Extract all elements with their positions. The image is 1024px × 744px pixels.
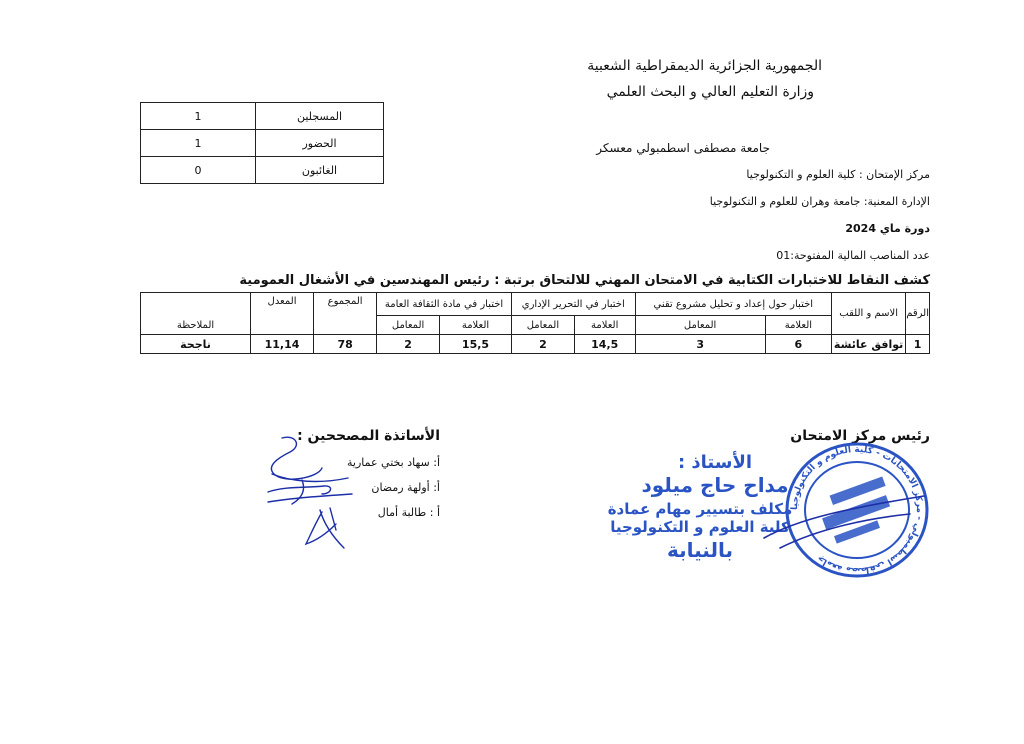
stamp-line-title: الأستاذ : bbox=[677, 452, 753, 473]
administration: الإدارة المعنية: جامعة وهران للعلوم و التكنولوجيا bbox=[709, 195, 930, 208]
stats-row-present bbox=[141, 130, 384, 157]
col-name-header: الاسم و اللقب bbox=[832, 293, 906, 335]
col-num-header: الرقم bbox=[906, 293, 930, 335]
stats-value: 0 bbox=[141, 157, 256, 184]
col-average-header: المعدل bbox=[251, 293, 314, 335]
cell-e1-grade: 6 bbox=[765, 335, 831, 354]
corrector-signatures-drawing bbox=[262, 432, 372, 557]
center-head-signature-drawing bbox=[760, 478, 930, 558]
stats-label: المسجلين bbox=[256, 103, 384, 130]
exam3-coef-header: المعامل bbox=[377, 316, 440, 335]
stats-label: الحضور bbox=[256, 130, 384, 157]
stats-row-absent bbox=[141, 157, 384, 184]
col-note-header: الملاحظة bbox=[141, 293, 251, 335]
exam1-grade-header: العلامة bbox=[765, 316, 831, 335]
exam2-coef-header: المعامل bbox=[511, 316, 574, 335]
col-exam2-header: اختبار في التحرير الإداري bbox=[511, 293, 635, 316]
republic-header: الجمهورية الجزائرية الديمقراطية الشعبية bbox=[587, 58, 822, 74]
exam-center: مركز الإمتحان : كلية العلوم و التكنولوجيا bbox=[746, 168, 930, 181]
corrector-name: أ: أولهة رمضان bbox=[371, 481, 440, 494]
cell-e3-coef: 2 bbox=[377, 335, 440, 354]
attendance-stats-table bbox=[140, 102, 384, 184]
stamp-line-role: مكلف بتسيير مهام عمادة bbox=[607, 500, 793, 518]
stamp-line-acting: بالنيابة bbox=[666, 538, 733, 562]
cell-name: توافق عائشة bbox=[832, 335, 906, 354]
cell-e2-grade: 14,5 bbox=[574, 335, 635, 354]
stats-row-registered bbox=[141, 103, 384, 130]
cell-e3-grade: 15,5 bbox=[440, 335, 512, 354]
cell-note: ناجحة bbox=[141, 335, 251, 354]
cell-e1-coef: 3 bbox=[635, 335, 765, 354]
corrector-name: أ: سهاد بختي عمارية bbox=[347, 456, 440, 469]
center-head-title: رئيس مركز الامتحان bbox=[790, 428, 930, 444]
stamp-line-name: مداح حاج ميلود bbox=[641, 473, 789, 497]
ministry-header: وزارة التعليم العالي و البحث العلمي bbox=[606, 84, 814, 100]
col-exam1-header: اختبار حول إعداد و تحليل مشروع تقني bbox=[635, 293, 831, 316]
stats-value: 1 bbox=[141, 103, 256, 130]
exam3-grade-header: العلامة bbox=[440, 316, 512, 335]
col-exam3-header: اختبار في مادة الثقافة العامة bbox=[377, 293, 512, 316]
correctors-title: الأساتذة المصححين : bbox=[297, 428, 440, 444]
cell-total: 78 bbox=[314, 335, 377, 354]
col-total-header: المجموع bbox=[314, 293, 377, 335]
document-title: كشف النقاط للاختبارات الكتابية في الامتحان المهني للالتحاق برتبة : رئيس المهندسين في الأشغال العمومية bbox=[239, 273, 930, 288]
seal-ring-text: جامعة مصطفى اسطمبولي - مركز الامتحانات - كلية العلوم و التكنولوجيا bbox=[789, 444, 925, 576]
stamp-line-faculty: كلية العلوم و التكنولوجيا bbox=[610, 518, 790, 536]
university-name: جامعة مصطفى اسطمبولي معسكر bbox=[596, 141, 770, 155]
cell-e2-coef: 2 bbox=[511, 335, 574, 354]
stats-value: 1 bbox=[141, 130, 256, 157]
exam1-coef-header: المعامل bbox=[635, 316, 765, 335]
session: دورة ماي 2024 bbox=[845, 222, 930, 235]
table-row bbox=[141, 335, 930, 354]
open-positions: عدد المناصب المالية المفتوحة:01 bbox=[776, 249, 930, 262]
cell-num: 1 bbox=[906, 335, 930, 354]
grades-table bbox=[140, 292, 930, 354]
cell-average: 11,14 bbox=[251, 335, 314, 354]
exam2-grade-header: العلامة bbox=[574, 316, 635, 335]
corrector-name: أ : طالبة أمال bbox=[377, 506, 440, 519]
grades-header-row bbox=[141, 293, 930, 316]
stats-label: الغائبون bbox=[256, 157, 384, 184]
